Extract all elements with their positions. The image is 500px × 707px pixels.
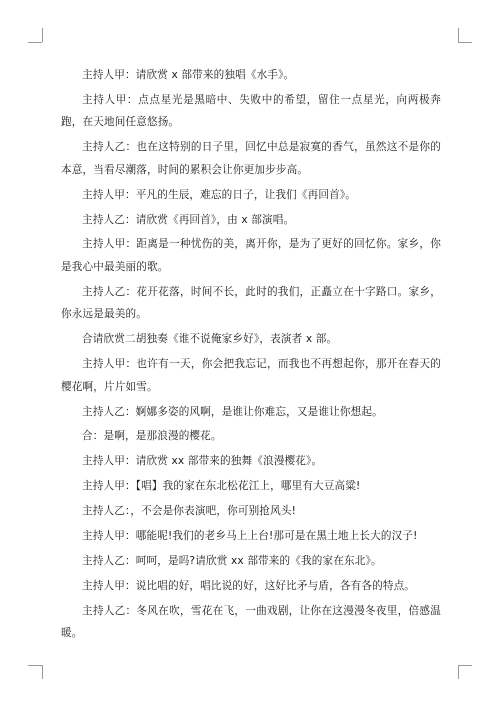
paragraph: 主持人甲：请欣赏 xx 部带来的独舞《浪漫樱花》。 [82,455,323,468]
paragraph: 主持人乙：呵呵，是吗?请欣赏 xx 部带来的《我的家在东北》。 [82,554,382,567]
paragraph: 主持人乙：请欣赏《再回首》，由 x 部演唱。 [82,213,295,226]
paragraph: 主持人乙：，不会是你表演吧，你可别抢风头! [82,505,296,518]
paragraph: 主持人乙：婀娜多姿的风啊，是谁让你难忘，又是谁让你想起。 [82,405,383,418]
paragraph: 主持人甲：哪能呢!我们的老乡马上上台!那可是在黑土地上长大的汉子! [82,529,418,542]
paragraph: 主持人乙：花开花落，时间不长，此时的我们，正矗立在十字路口。家乡，你永远是最美的。 [61,285,441,321]
paragraph: 主持人甲：点点星光是黑暗中、失败中的希望，留住一点星光，向两极奔跑，在天地间任意悠扬。 [61,93,441,129]
document-body [61,64,441,647]
paragraph: 主持人甲：请欣赏 x 部带来的独唱《水手》。 [82,69,295,81]
paragraph: 合：是啊，是那浪漫的樱花。 [82,430,222,443]
paragraph: 主持人乙：冬风在吹，雪花在飞，一曲戏剧，让你在这漫漫冬夜里，倍感温暖。 [61,604,441,640]
paragraph: 合请欣赏二胡独奏《谁不说俺家乡好》，表演者 x 部。 [82,333,338,346]
paragraph: 主持人甲：【唱】我的家在东北松花江上，哪里有大豆高粱! [82,480,361,493]
paragraph: 主持人甲：说比唱的好，唱比说的好，这好比矛与盾，各有各的特点。 [82,579,416,592]
paragraph: 主持人乙：也在这特别的日子里，回忆中总是寂寞的香气，虽然这不是你的本意，当看尽潮落，时间的累积会让你更加步步高。 [61,141,441,176]
paragraph: 主持人甲：平凡的生辰，难忘的日子，让我们《再回首》。 [82,188,357,201]
paragraph: 主持人甲：也许有一天，你会把我忘记，而我也不再想起你，那开在春天的樱花啊，片片如雪。 [61,358,441,393]
paragraph: 主持人甲：距离是一种忧伤的美，离开你，是为了更好的回忆你。家乡，你是我心中最美丽的歌。 [61,238,441,273]
